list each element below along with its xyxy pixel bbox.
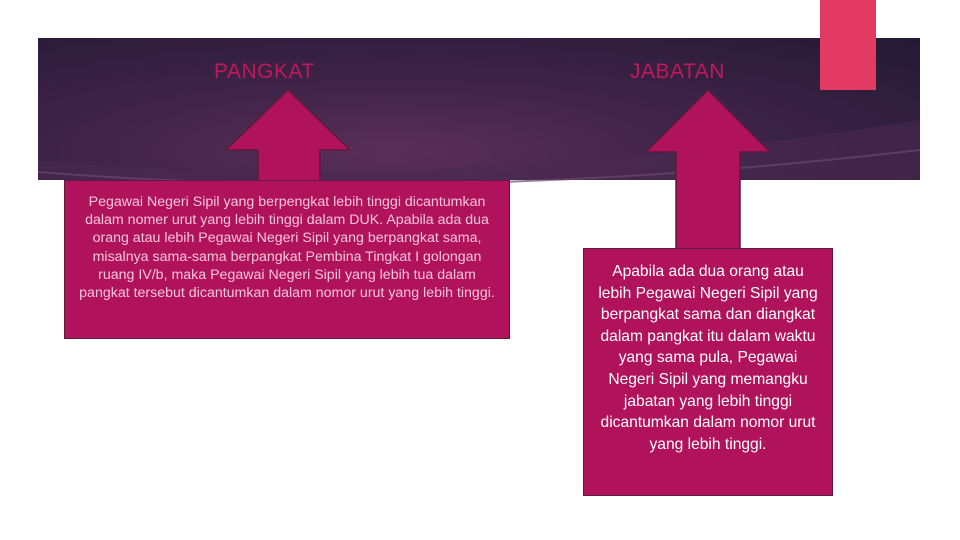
header-pangkat: PANGKAT xyxy=(214,60,315,83)
header-jabatan: JABATAN xyxy=(630,60,725,83)
pangkat-description-text: Pegawai Negeri Sipil yang berpengkat lebih tinggi dicantumkan dalam nomer urut yang lebih tinggi dalam DUK. Apabila ada dua orang atau lebih Pegawai Negeri Sipil yang berpangkat sama, misalnya sama-sama berpangkat Pembina Tingkat I golongan ruang IV/b, maka Pegawai Negeri Sipil yang lebih tua dalam pangkat tersebut dicantumkan dalam nomor urut yang lebih tinggi. xyxy=(79,194,495,302)
jabatan-description-box xyxy=(583,248,833,496)
jabatan-description-text: Apabila ada dua orang atau lebih Pegawai Negeri Sipil yang berpangkat sama dan diangkat dalam pangkat itu dalam waktu yang sama pula, Pegawai Negeri Sipil yang memangku jabatan yang lebih tinggi dicantumkan dalam nomor urut yang lebih tinggi. xyxy=(598,263,818,453)
arrow-up-right xyxy=(646,90,770,250)
arrow-up-left xyxy=(226,90,350,182)
pangkat-description-box xyxy=(64,180,510,339)
